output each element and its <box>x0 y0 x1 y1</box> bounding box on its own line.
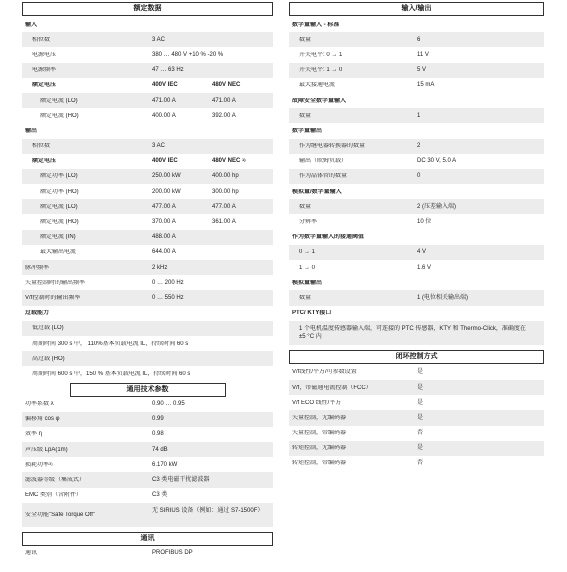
mains-voltage-row: 电源电压 380 … 480 V +10 % -20 % <box>32 51 224 58</box>
closed-loop-row <box>289 410 544 425</box>
closed-loop-header: 闭环控制方式 <box>289 350 544 364</box>
rated-current-lo-row: 额定电流 (LO) 471.00 A 471.00 A <box>22 93 273 108</box>
mains-frequency-row: 电源频率 47 … 63 Hz <box>22 63 273 78</box>
efficiency-row: 效率 η 0.98 <box>25 431 164 438</box>
ao-label: 模拟量输出 <box>292 279 323 286</box>
closed-loop-row <box>289 456 544 471</box>
safety-function-row: 安全功能"Safe Torque Off" 无 SIRIUS 设备（例如：通过 S7-1500F） <box>22 503 273 527</box>
ai-threshold-label: 作为数字量输入的接通阈值 <box>292 234 365 241</box>
general-tech-header: 通用技术参数 <box>70 383 226 397</box>
pulse-frequency-row: 脉冲频率 2 kHz <box>22 260 273 275</box>
noise-row: 声压级 LpA(1m) 74 dB <box>22 442 273 457</box>
closed-loop-label: V/f，带磁通电流控制（FCC） <box>292 384 372 391</box>
output-current-in-row: 额定电流 (IN) 488.00 A <box>22 230 273 245</box>
phases-row: 相位数 3 AC <box>22 32 273 47</box>
ai-label: 模拟量/数字量输入 <box>292 188 342 195</box>
closed-loop-list <box>289 365 544 471</box>
communication-row: 通讯 PROFIBUS DP <box>25 550 193 557</box>
di-count-row: 数量 6 <box>289 32 544 47</box>
closed-loop-label: 矢量控制，带编码器 <box>292 430 347 437</box>
high-overload-text-row: 周期时间 600 s 中，150 % 基本负载电流 IL，持续时间 60 s <box>32 370 191 377</box>
low-overload-row: 低过载 (LO) <box>22 321 273 336</box>
io-header: 输入/输出 <box>289 2 544 16</box>
max-output-current-row: 最大输出电流 644.00 A <box>40 249 176 256</box>
fdi-label: 故障安全数字量输入 <box>292 97 347 104</box>
closed-loop-label: 矢量控制，无编码器 <box>292 414 347 421</box>
closed-loop-row <box>289 395 544 410</box>
di-max-current-row: 最大接通电流 15 mA <box>299 82 435 89</box>
output-section-label: 输出 <box>25 127 38 134</box>
closed-loop-value: 否 <box>417 460 424 467</box>
di-switch-on-row: 开关电平: 0 → 1 11 V <box>299 51 429 58</box>
overload-section-label: 过载能力 <box>25 310 50 317</box>
filter-class-row: 滤波器等级（集成式） C3 类电磁干扰滤波器 <box>22 472 273 487</box>
cos-phi-row: 偏移角 cos φ 0.99 <box>22 412 273 427</box>
rated-data-header: 额定数据 <box>22 2 273 16</box>
closed-loop-row <box>289 380 544 395</box>
closed-loop-value: 是 <box>417 399 424 406</box>
closed-loop-value: 是 <box>417 414 424 421</box>
ai-count-row: 数量 2 (压差输入端) <box>289 199 544 214</box>
do-label: 数字量输出 <box>292 127 323 134</box>
closed-loop-value: 否 <box>417 430 424 437</box>
output-current-lo-row: 额定电流 (LO) 477.00 A 477.00 A <box>22 199 273 214</box>
closed-loop-label: V/f线性/平方/可参数设置 <box>292 369 357 376</box>
output-phases-row: 相位数 3 AC <box>22 139 273 154</box>
do-relay-row: 作为继电器转换器的数量 2 <box>289 139 544 154</box>
rated-voltage-row: 额定电压 400V IEC 480V NEC <box>32 82 241 89</box>
closed-loop-label: 转矩控制，带编码器 <box>292 460 347 467</box>
rated-power-ho-row: 额定功率 (HO) 200.00 kW 300.00 hp <box>40 188 239 195</box>
closed-loop-value: 是 <box>417 369 424 376</box>
do-transistor-row: 作为晶体管的数量 0 <box>289 169 544 184</box>
di-standard-label: 数字量输入 - 标准 <box>292 21 340 28</box>
closed-loop-label: V/f ECO 线性/平方 <box>292 399 342 406</box>
power-loss-row: 损耗功率$^{3)}$ 6.170 kW <box>25 461 178 468</box>
closed-loop-row <box>289 426 544 441</box>
rated-current-ho-row: 额定电流 (HO) 400.00 A 392.00 A <box>40 112 236 119</box>
vf-frequency-row: V/f控制时的输出频率 0 … 550 Hz <box>22 290 273 305</box>
closed-loop-row <box>289 365 544 380</box>
right-column <box>289 2 544 471</box>
emc-category-row: EMC 类别（含附件） C3 类 <box>25 492 168 499</box>
closed-loop-value: 是 <box>417 445 424 452</box>
di-switch-off-row: 开关电平: 1 → 0 5 V <box>289 63 544 78</box>
ptc-label: PTC/ KTY接口 <box>292 310 332 317</box>
low-overload-text-row: 周期时间 300 s 中， 110%基本负载电流 IL，持续时间 60 s <box>32 340 189 347</box>
ai-resolution-row: 分辨率 10 位 <box>299 219 432 226</box>
rated-power-lo-row: 额定功率 (LO) 250.00 kW 400.00 hp <box>22 169 273 184</box>
vector-frequency-row: 矢量控制时的输出频率 0 … 200 Hz <box>25 279 184 286</box>
ao-count-row: 数量 1 (电位相关输出端) <box>289 290 544 305</box>
output-current-ho-row: 额定电流 (HO) 370.00 A 361.00 A <box>40 219 236 226</box>
communication-header: 通讯 <box>22 532 273 546</box>
ai-threshold-10-row: 1 → 0 1.6 V <box>299 264 432 271</box>
left-column <box>22 2 273 561</box>
input-section-label: 输入 <box>25 21 38 28</box>
fdi-count-row: 数量 1 <box>289 108 544 123</box>
closed-loop-row <box>289 441 544 456</box>
ai-threshold-01-row: 0 → 1 4 V <box>289 245 544 260</box>
power-factor-row: 功率系数 λ 0.90 … 0.95 <box>25 401 185 408</box>
do-output-row: 输出（欧姆负载） DC 30 V, 5.0 A <box>299 158 457 165</box>
ptc-text-row: 1 个电机温度传感器输入端，可连接的 PTC 传感器，KTY 和 Thermo-Click，准确度在 ±5 °C 内 <box>289 321 544 345</box>
closed-loop-label: 转矩控制，无编码器 <box>292 445 347 452</box>
closed-loop-value: 是 <box>417 384 424 391</box>
output-rated-voltage-row: 额定电压 400V IEC 480V NEC $^{1)}$ <box>32 157 246 165</box>
high-overload-row: 高过载 (HO) <box>22 351 273 366</box>
